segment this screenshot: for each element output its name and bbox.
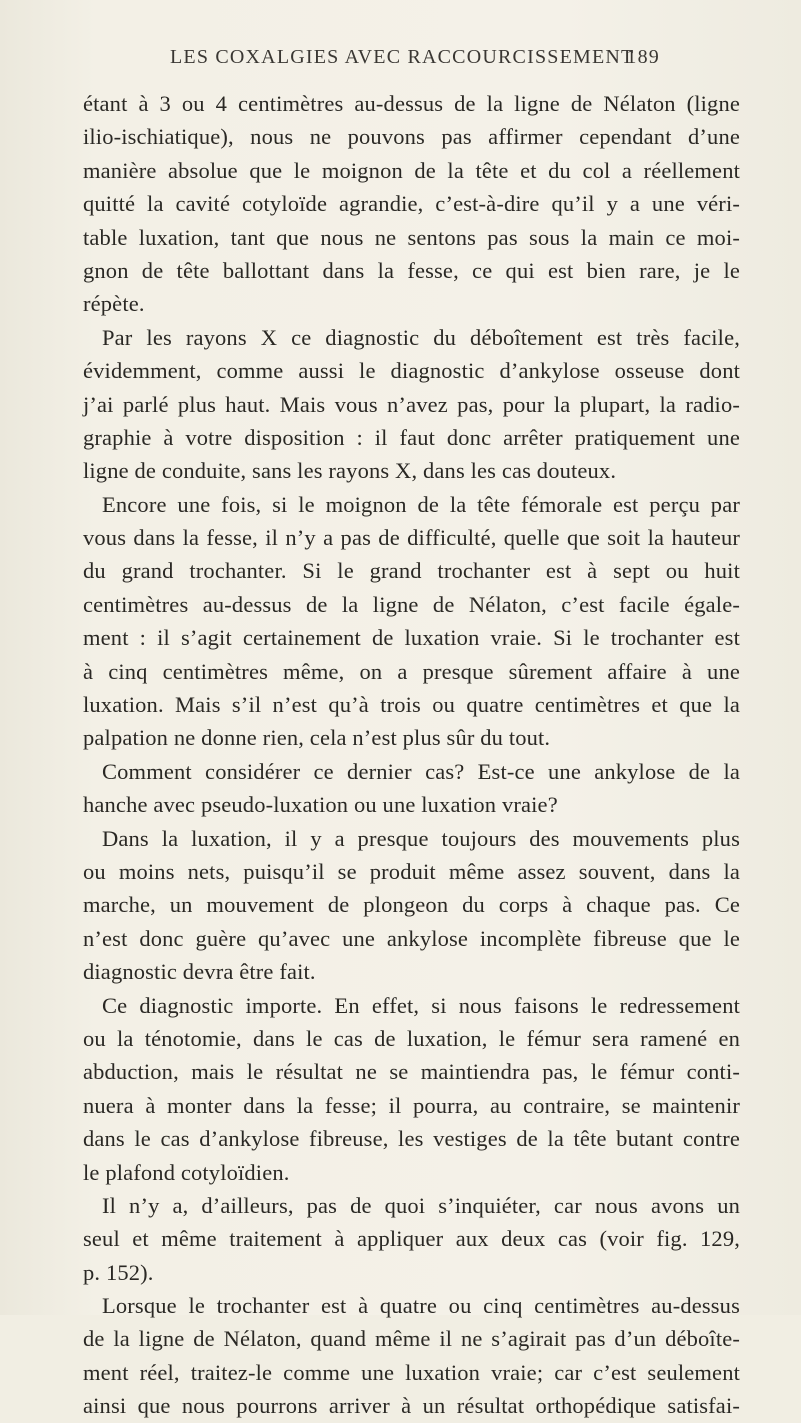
text-line: évidemment, comme aussi le diagnostic d’ankylose osseuse dont	[83, 358, 740, 384]
text-line: n’est donc guère qu’avec une ankylose incomplète fibreuse que le	[83, 925, 740, 951]
text-line: nuera à monter dans la fesse; il pourra, au contraire, se maintenir	[83, 1092, 740, 1118]
running-title: LES COXALGIES AVEC RACCOURCISSEMENT	[170, 46, 635, 68]
text-line: ligne de conduite, sans les rayons X, dans les cas douteux.	[83, 458, 617, 484]
text-line: Comment considérer ce dernier cas? Est-ce une ankylose de la	[102, 758, 740, 784]
text-line: étant à 3 ou 4 centimètres au-dessus de la ligne de Nélaton (ligne	[83, 91, 740, 116]
text-line: vous dans la fesse, il n’y a pas de difficulté, quelle que soit la hauteur	[83, 525, 740, 551]
text-line: à cinq centimètres même, on a presque sûrement affaire à une	[83, 658, 740, 684]
text-line: ou la ténotomie, dans le cas de luxation, le fémur sera ramené en	[83, 1025, 740, 1051]
text-line: table luxation, tant que nous ne sentons pas sous la main ce moi-	[83, 224, 740, 250]
text-line: gnon de tête ballottant dans la fesse, ce qui est bien rare, je le	[83, 257, 740, 283]
text-line: abduction, mais le résultat ne se maintiendra pas, le fémur conti-	[83, 1059, 740, 1085]
text-line: Par les rayons X ce diagnostic du déboîtement est très facile,	[102, 324, 740, 350]
text-line: du grand trochanter. Si le grand trochanter est à sept ou huit	[83, 558, 740, 584]
text-line: manière absolue que le moignon de la tête et du col a réellement	[83, 157, 740, 183]
text-line: ment réel, traitez-le comme une luxation vraie; car c’est seulement	[83, 1359, 740, 1385]
text-line: marche, un mouvement de plongeon du corps à chaque pas. Ce	[83, 892, 740, 918]
text-line: le plafond cotyloïdien.	[83, 1159, 290, 1185]
text-line: Dans la luxation, il y a presque toujours des mouvements plus	[102, 825, 740, 851]
body-text	[83, 87, 740, 1423]
text-line: ainsi que nous pourrons arriver à un résultat orthopédique satisfai-	[83, 1393, 740, 1419]
text-line: quitté la cavité cotyloïde agrandie, c’est-à-dire qu’il y a une véri-	[83, 191, 740, 217]
text-line: ou moins nets, puisqu’il se produit même assez souvent, dans la	[83, 858, 740, 884]
text-line: Ce diagnostic importe. En effet, si nous faisons le redressement	[102, 992, 740, 1018]
text-line: Il n’y a, d’ailleurs, pas de quoi s’inquiéter, car nous avons un	[102, 1192, 740, 1218]
running-head	[150, 40, 660, 74]
text-line: luxation. Mais s’il n’est qu’à trois ou quatre centimètres et que la	[83, 692, 740, 718]
text-line: ilio-ischiatique), nous ne pouvons pas affirmer cependant d’une	[83, 124, 740, 150]
text-line: Lorsque le trochanter est à quatre ou cinq centimètres au-dessus	[102, 1293, 740, 1319]
text-line: dans le cas d’ankylose fibreuse, les vestiges de la tête butant contre	[83, 1126, 740, 1152]
text-line: seul et même traitement à appliquer aux deux cas (voir fig. 129,	[83, 1226, 740, 1252]
text-line: p. 152).	[83, 1259, 154, 1285]
text-line: ment : il s’agit certainement de luxation vraie. Si le trochanter est	[83, 625, 740, 651]
text-line: graphie à votre disposition : il faut donc arrêter pratiquement une	[83, 424, 740, 450]
text-line: répète.	[83, 291, 145, 317]
text-line: de la ligne de Nélaton, quand même il ne s’agirait pas d’un déboîte-	[83, 1326, 740, 1352]
text-line: Encore une fois, si le moignon de la tête fémorale est perçu par	[102, 491, 740, 517]
text-line: hanche avec pseudo-luxation ou une luxation vraie?	[83, 792, 558, 818]
text-line: centimètres au-dessus de la ligne de Nélaton, c’est facile égale-	[83, 591, 740, 617]
text-line: palpation ne donne rien, cela n’est plus sûr du tout.	[83, 725, 551, 751]
text-line: j’ai parlé plus haut. Mais vous n’avez pas, pour la plupart, la radio-	[83, 391, 740, 417]
page-number: 189	[626, 46, 660, 68]
text-line: diagnostic devra être fait.	[83, 959, 316, 985]
